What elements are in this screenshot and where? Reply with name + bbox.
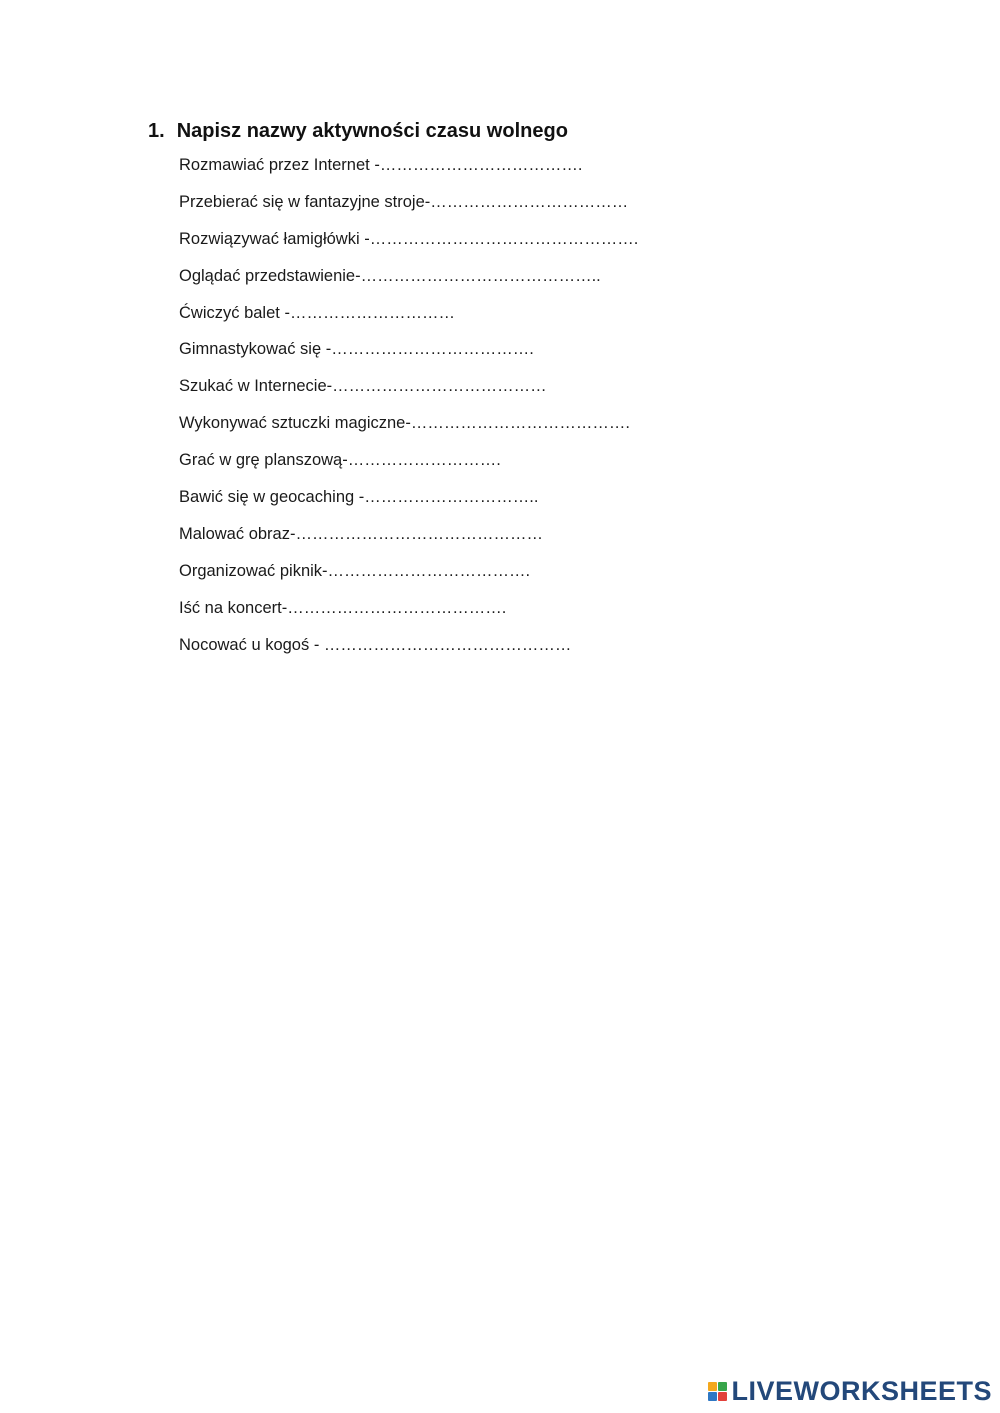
activity-item: Malować obraz-……………………………………… xyxy=(179,524,543,543)
activity-item: Nocować u kogoś - ……………………………………… xyxy=(179,635,572,654)
activity-item: Szukać w Internecie-………………………………… xyxy=(179,377,547,396)
activity-item: Bawić się w geocaching -………………………….. xyxy=(179,488,539,507)
logo-icon xyxy=(708,1382,727,1401)
logo-square xyxy=(708,1392,717,1401)
liveworksheets-logo xyxy=(708,1376,992,1407)
activity-item: Iść na koncert-…………………………………. xyxy=(179,598,507,617)
activity-item: Rozwiązywać łamigłówki -…………………………………………. xyxy=(179,229,639,248)
activity-item: Przebierać się w fantazyjne stroje-……………………………… xyxy=(179,192,629,211)
logo-square xyxy=(718,1382,727,1391)
activity-item: Rozmawiać przez Internet -………………………………. xyxy=(179,156,583,174)
exercise-heading xyxy=(148,120,568,143)
exercise-title: Napisz nazwy aktywności czasu wolnego xyxy=(176,120,568,142)
activity-item: Gimnastykować się -………………………………. xyxy=(179,340,534,359)
logo-square xyxy=(708,1382,717,1391)
exercise-number: 1. xyxy=(148,120,165,142)
activity-list xyxy=(179,152,638,668)
activity-item: Ćwiczyć balet -………………………… xyxy=(179,303,455,322)
activity-item: Oglądać przedstawienie-…………………………………….. xyxy=(179,266,601,285)
activity-item: Wykonywać sztuczki magiczne-…………………………………. xyxy=(179,414,630,433)
logo-square xyxy=(718,1392,727,1401)
brand-name: LIVEWORKSHEETS xyxy=(731,1376,992,1406)
activity-item: Organizować piknik-………………………………. xyxy=(179,561,531,580)
activity-item: Grać w grę planszową-………………………. xyxy=(179,451,501,470)
